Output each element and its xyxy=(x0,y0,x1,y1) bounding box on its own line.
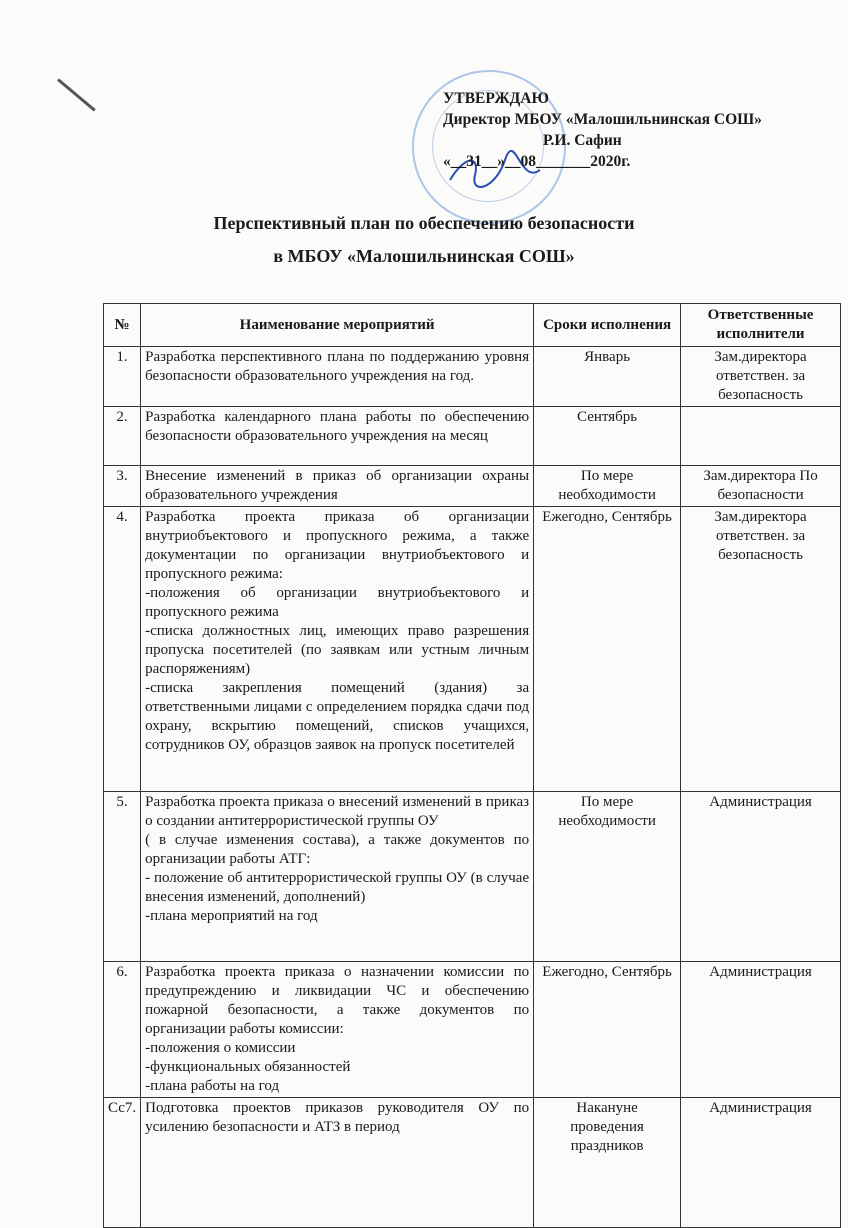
table-row xyxy=(104,507,841,792)
row-term: Ежегодно, Сентябрь xyxy=(534,507,681,792)
row-term: По мере необходимости xyxy=(534,792,681,962)
table-row xyxy=(104,347,841,407)
row-activity: Разработка календарного плана работы по обеспечению безопасности образовательного учреждения на месяц xyxy=(141,407,534,466)
table-row xyxy=(104,407,841,466)
row-term: Ежегодно, Сентябрь xyxy=(534,962,681,1098)
row-activity: Подготовка проектов приказов руководителя ОУ по усилению безопасности и АТЗ в период xyxy=(141,1098,534,1228)
plan-table xyxy=(103,303,841,1228)
row-responsible: Администрация xyxy=(681,962,841,1098)
table-row xyxy=(104,1098,841,1228)
header-name: Наименование мероприятий xyxy=(141,304,534,347)
header-responsible: Ответственные исполнители xyxy=(681,304,841,347)
table-row xyxy=(104,792,841,962)
row-number: 2. xyxy=(104,407,141,466)
row-activity: Разработка проекта приказа о назначении комиссии по предупреждению и ликвидации ЧС и обеспечению пожарной безопасности, а также документов по организации работы комиссии: -положения о комиссии -функциональных обязанностей -плана работы на год xyxy=(141,962,534,1098)
row-term: По мере необходимости xyxy=(534,466,681,507)
row-number: 6. xyxy=(104,962,141,1098)
row-responsible: Администрация xyxy=(681,1098,841,1228)
row-number: 3. xyxy=(104,466,141,507)
header-number: № xyxy=(104,304,141,347)
document-subtitle: в МБОУ «Малошильнинская СОШ» xyxy=(273,246,575,266)
row-activity: Разработка проекта приказа о внесений изменений в приказ о создании антитеррористической группы ОУ ( в случае изменения состава), а также документов по организации работы АТГ: - положение об антитеррористической группы ОУ (в случае внесения изменений, дополнений) -плана мероприятий на год xyxy=(141,792,534,962)
row-responsible xyxy=(681,407,841,466)
approval-date: «__31__»__08_______2020г. xyxy=(443,153,631,170)
table-row xyxy=(104,962,841,1098)
row-activity: Разработка перспективного плана по поддержанию уровня безопасности образовательного учреждения на год. xyxy=(141,347,534,407)
row-term: Сентябрь xyxy=(534,407,681,466)
approval-position: Директор МБОУ «Малошильнинская СОШ» xyxy=(443,111,762,128)
approval-name: Р.И. Сафин xyxy=(543,132,622,149)
row-responsible: Зам.директора ответствен. за безопасность xyxy=(681,347,841,407)
row-responsible: Зам.директора По безопасности xyxy=(681,466,841,507)
row-number: Сс7. xyxy=(104,1098,141,1228)
row-activity: Разработка проекта приказа об организации внутриобъектового и пропускного режима, а также документации по организации внутриобъектового и пропускного режима: -положения об организации внутриобъектового и пропускного режима -списка должностных лиц, имеющих право разрешения пропуска посетителей (по заявкам или устным личным распоряжениям) -списка закрепления помещений (здания) за ответственными лицами с определением порядка сдачи под охрану, вскрытию помещений, списков учащихся, сотрудников ОУ, образцов заявок на пропуск посетителей xyxy=(141,507,534,792)
row-responsible: Зам.директора ответствен. за безопасность xyxy=(681,507,841,792)
scan-mark xyxy=(57,78,96,111)
approval-block xyxy=(443,88,762,172)
row-number: 5. xyxy=(104,792,141,962)
row-number: 4. xyxy=(104,507,141,792)
header-term: Сроки исполнения xyxy=(534,304,681,347)
row-responsible: Администрация xyxy=(681,792,841,962)
row-number: 1. xyxy=(104,347,141,407)
row-term: Январь xyxy=(534,347,681,407)
row-activity: Внесение изменений в приказ об организации охраны образовательного учреждения xyxy=(141,466,534,507)
document-title: Перспективный план по обеспечению безопасности xyxy=(213,213,635,233)
table-header-row xyxy=(104,304,841,347)
row-term: Накануне проведения праздников xyxy=(534,1098,681,1228)
table-row xyxy=(104,466,841,507)
approval-heading: УТВЕРЖДАЮ xyxy=(443,90,549,107)
